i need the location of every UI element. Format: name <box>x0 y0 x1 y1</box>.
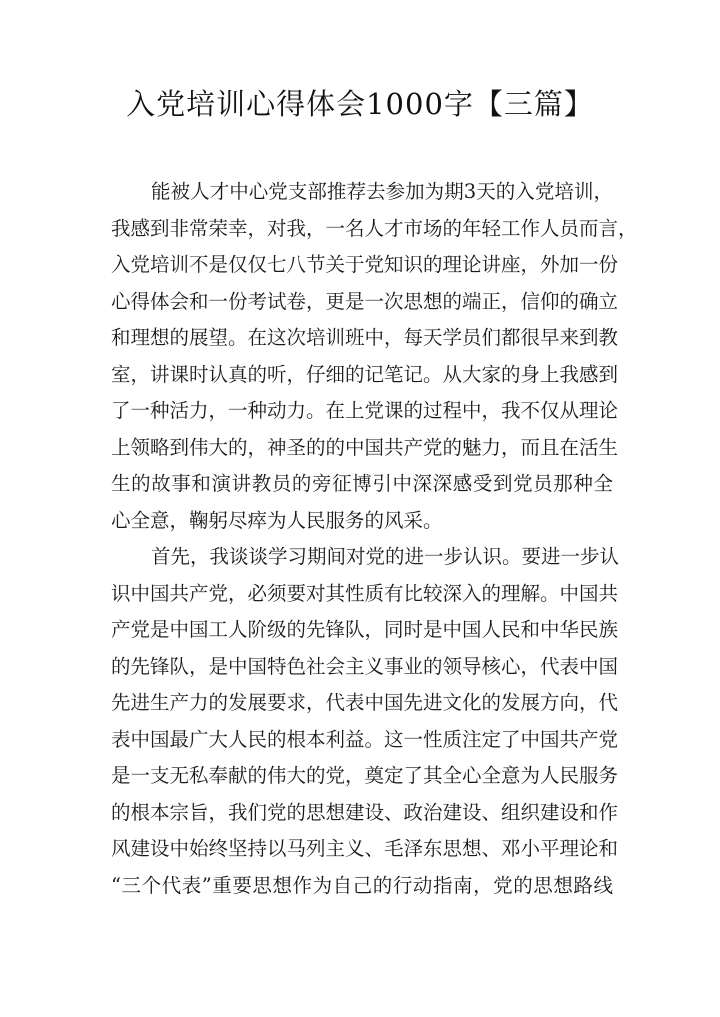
paragraph-2-line-10: “三个代表”重要思想作为自己的行动指南，党的思想路线 <box>111 873 613 897</box>
paragraph-2-line-7: 是一支无私奉献的伟大的党，奠定了其全心全意为人民服务 <box>111 764 619 787</box>
paragraph-1-line-2: 我感到非常荣幸，对我，一名人才市场的年轻工作人员而言， <box>111 216 638 240</box>
paragraph-2-line-2: 识中国共产党，必须要对其性质有比较深入的理解。中国共 <box>111 581 619 605</box>
paragraph-1-line-5: 和理想的展望。在这次培训班中，每天学员们都很早来到教 <box>111 326 619 349</box>
paragraph-1-line-10: 心全意，鞠躬尽瘁为人民服务的风采。 <box>111 508 443 532</box>
paragraph-2-line-4: 的先锋队，是中国特色社会主义事业的领导核心，代表中国 <box>111 654 619 678</box>
paragraph-2-line-8: 的根本宗旨，我们党的思想建设、政治建设、组织建设和作 <box>111 800 619 824</box>
paragraph-2-line-6: 表中国最广大人民的根本利益。这一性质注定了中国共产党 <box>111 727 619 751</box>
paragraph-2-line-9: 风建设中始终坚持以马列主义、毛泽东思想、邓小平理论和 <box>111 837 619 860</box>
paragraph-1-line-9: 生的故事和演讲教员的旁征博引中深深感受到党员那种全 <box>111 472 613 495</box>
document-title: 入党培训心得体会1000字【三篇】 <box>126 87 594 121</box>
paragraph-1-line-8: 上领略到伟大的，神圣的的中国共产党的魅力，而且在活生 <box>111 435 619 459</box>
paragraph-1-line-1: 能被人才中心党支部推荐去参加为期3天的入党培训， <box>151 180 613 203</box>
paragraph-1-line-6: 室，讲课时认真的听，仔细的记笔记。从大家的身上我感到 <box>111 362 619 386</box>
paragraph-1-line-7: 了一种活力，一种动力。在上党课的过程中，我不仅从理论 <box>111 399 619 422</box>
paragraph-2-line-3: 产党是中国工人阶级的先锋队，同时是中国人民和中华民族 <box>111 618 619 641</box>
paragraph-2-line-1: 首先，我谈谈学习期间对党的进一步认识。要进一步认 <box>151 545 620 568</box>
paragraph-2-line-5: 先进生产力的发展要求，代表中国先进文化的发展方向，代 <box>111 691 619 714</box>
document-body <box>111 174 638 904</box>
paragraph-1-line-4: 心得体会和一份考试卷，更是一次思想的端正，信仰的确立 <box>111 289 619 313</box>
paragraph-1-line-3: 入党培训不是仅仅七八节关于党知识的理论讲座，外加一份 <box>111 253 619 276</box>
